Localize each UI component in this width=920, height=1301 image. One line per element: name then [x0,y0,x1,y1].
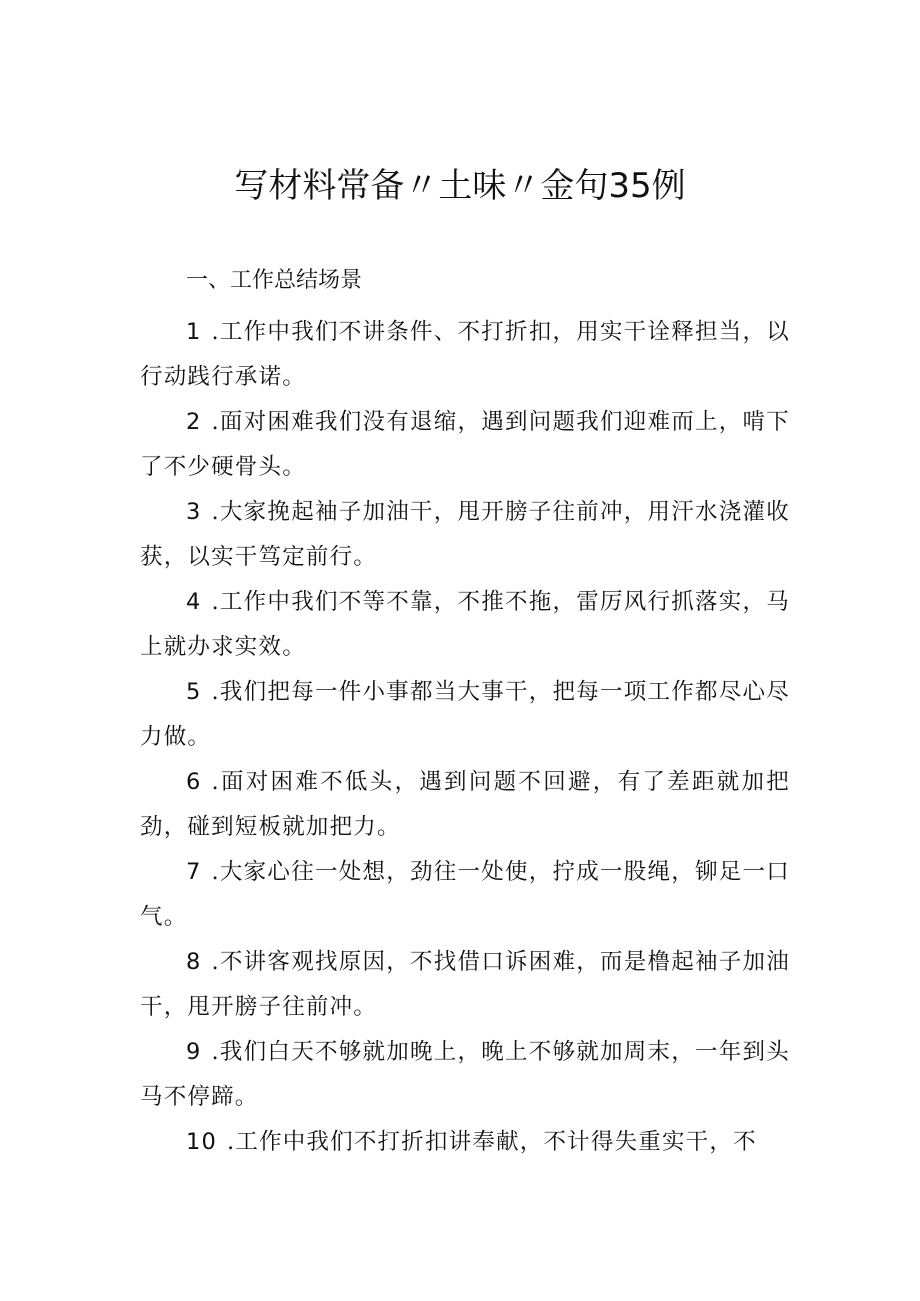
list-item [140,670,790,760]
item-text: .面对困难我们没有退缩，遇到问题我们迎难而上，啃下了不少硬骨头。 [140,409,790,480]
item-text: .面对困难不低头，遇到问题不回避，有了差距就加把劲，碰到短板就加把力。 [140,769,790,840]
item-number: 8 [186,949,202,975]
item-text: .工作中我们不讲条件、不打折扣，用实干诠释担当，以行动践行承诺。 [140,319,790,390]
item-number: 3 [186,499,202,525]
list-item [140,580,790,670]
item-number: 1 [186,319,202,345]
item-number: 10 [186,1129,218,1155]
item-number: 4 [186,589,202,615]
list-item [140,400,790,490]
item-text: .我们白天不够就加晚上，晚上不够就加周末，一年到头马不停蹄。 [140,1039,790,1110]
item-text: .工作中我们不打折扣讲奉献，不计得失重实干，不 [227,1129,757,1155]
list-item [140,1120,790,1165]
list-item [140,310,790,400]
section-heading: 一、工作总结场景 [186,268,363,293]
item-number: 9 [186,1039,202,1065]
document-title: 写材料常备〃土味〃金句35例 [234,166,686,206]
item-number: 5 [186,679,202,705]
list-item [140,940,790,1030]
item-number: 7 [186,859,202,885]
item-text: .我们把每一件小事都当大事干，把每一项工作都尽心尽力做。 [140,679,790,750]
item-text: .大家挽起袖子加油干，甩开膀子往前冲，用汗水浇灌收获，以实干笃定前行。 [140,499,790,570]
list-item [140,850,790,940]
document-body [140,310,790,1165]
list-item [140,760,790,850]
item-number: 6 [186,769,202,795]
item-text: .不讲客观找原因，不找借口诉困难，而是橹起袖子加油干，甩开膀子往前冲。 [140,949,790,1020]
item-text: .工作中我们不等不靠，不推不拖，雷厉风行抓落实，马上就办求实效。 [140,589,790,660]
item-number: 2 [186,409,202,435]
list-item [140,490,790,580]
item-text: .大家心往一处想，劲往一处使，拧成一股绳，铆足一口气。 [140,859,790,930]
list-item [140,1030,790,1120]
